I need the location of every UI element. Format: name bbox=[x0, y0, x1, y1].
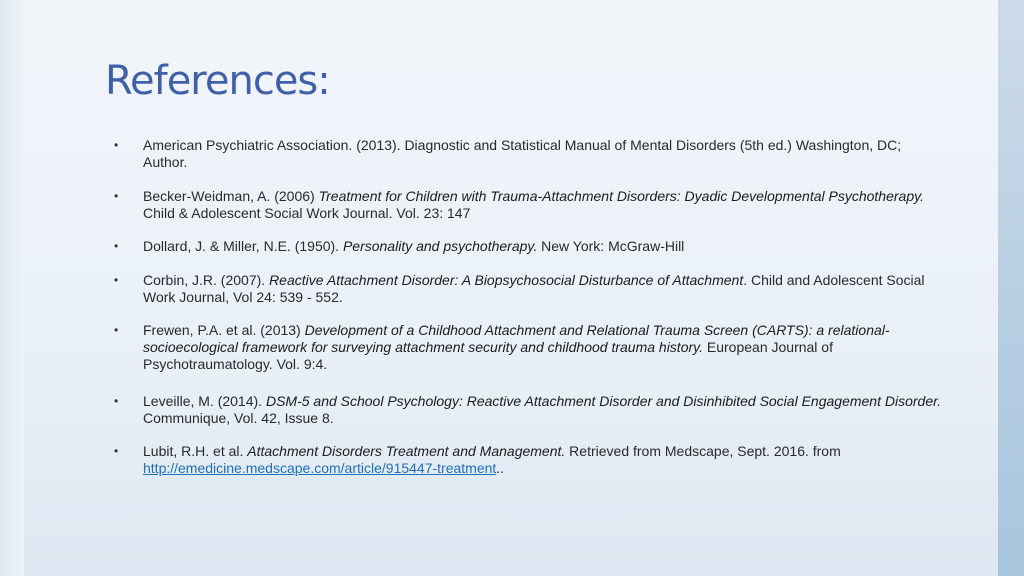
reference-item bbox=[112, 393, 942, 427]
reference-text: Becker-Weidman, A. (2006) bbox=[143, 187, 319, 204]
reference-source: European Journal of Psychotraumatology. Vol. 9:4. bbox=[143, 339, 833, 372]
reference-item bbox=[112, 272, 942, 306]
reference-title: Reactive Attachment Disorder: A Biopsychosocial Disturbance of Attachment bbox=[269, 271, 744, 288]
reference-text: American Psychiatric Association. (2013). Diagnostic and Statistical Manual of Mental Disorders (5th ed.) Washington, DC; Author. bbox=[143, 137, 902, 170]
reference-item bbox=[112, 322, 942, 373]
reference-list bbox=[112, 137, 942, 494]
page-title: References: bbox=[105, 58, 330, 104]
slide-left-edge bbox=[0, 0, 24, 576]
slide-right-edge bbox=[998, 0, 1024, 576]
reference-text: Frewen, P.A. et al. (2013) bbox=[143, 322, 305, 338]
medscape-link[interactable]: http://emedicine.medscape.com/article/915447-treatment bbox=[143, 460, 497, 476]
reference-source: Communique, Vol. 42, Issue 8. bbox=[143, 409, 334, 426]
reference-item bbox=[112, 188, 942, 222]
reference-source: Child & Adolescent Social Work Journal. Vol. 23: 147 bbox=[143, 204, 471, 221]
reference-text: Leveille, M. (2014). bbox=[143, 392, 266, 409]
reference-text: Lubit, R.H. et al. bbox=[143, 443, 248, 459]
reference-title: Attachment Disorders Treatment and Management. bbox=[247, 443, 566, 459]
reference-source: . Child and Adolescent Social Work Journal, Vol 24: 539 - 552. bbox=[143, 271, 925, 305]
reference-title: DSM-5 and School Psychology: Reactive Attachment Disorder and Disinhibited Social Engagement Disorder. bbox=[265, 392, 942, 409]
reference-text: Corbin, J.R. (2007). bbox=[143, 271, 270, 288]
reference-source: New York: McGraw-Hill bbox=[537, 238, 685, 254]
reference-title: Development of a Childhood Attachment and Relational Trauma Screen (CARTS): a relational-socioecological framework for surveying attachment security and childhood trauma history. bbox=[143, 322, 890, 355]
reference-item bbox=[112, 137, 942, 171]
reference-item bbox=[112, 443, 942, 477]
reference-item bbox=[112, 238, 942, 255]
reference-tail: .. bbox=[496, 460, 505, 476]
reference-text: Dollard, J. & Miller, N.E. (1950). bbox=[143, 238, 343, 254]
reference-source: Retrieved from Medscape, Sept. 2016. from bbox=[565, 443, 841, 459]
reference-title: Treatment for Children with Trauma-Attachment Disorders: Dyadic Developmental Psychotherapy. bbox=[318, 187, 924, 204]
reference-title: Personality and psychotherapy. bbox=[342, 238, 538, 254]
